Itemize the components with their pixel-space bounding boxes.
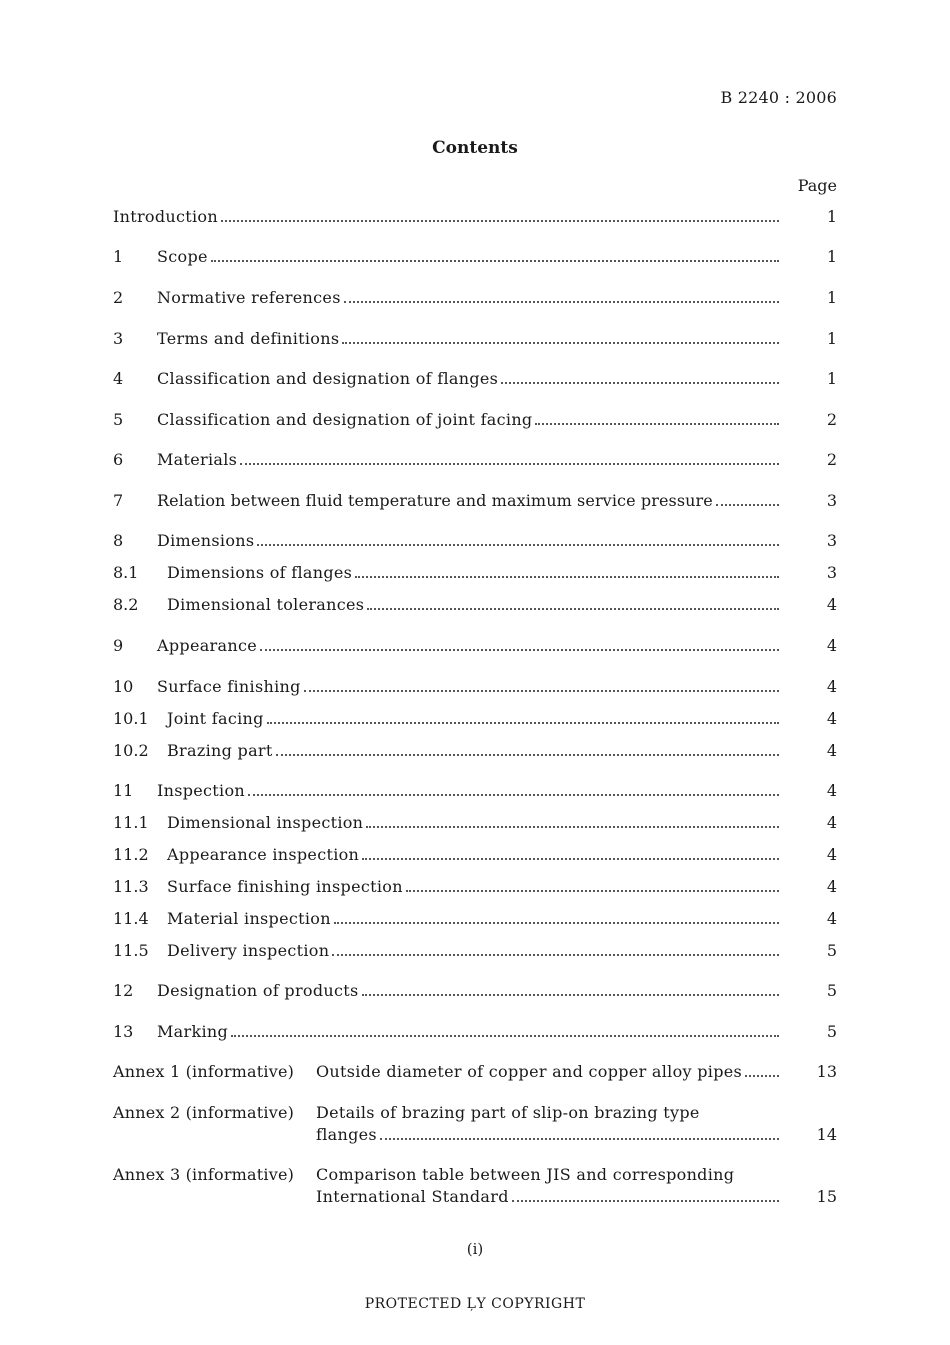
dot-leader	[342, 342, 779, 344]
toc-entry-page: 1	[826, 247, 837, 266]
annex-page: 14	[816, 1125, 837, 1144]
annex-label: Annex 2 (informative)	[113, 1103, 295, 1122]
toc-entry-number: 10.1	[113, 709, 149, 728]
toc-entry[interactable]	[113, 246, 837, 268]
toc-entry-text: Surface finishing inspection	[167, 877, 403, 896]
toc-entry-text: Relation between fluid temperature and maximum service pressure	[157, 491, 713, 510]
dot-leader	[304, 690, 779, 692]
toc-entry-number: 5	[113, 410, 124, 429]
toc-entry-page: 4	[826, 813, 837, 832]
toc-entry-text: Introduction	[113, 207, 218, 226]
toc-entry-number: 13	[113, 1022, 134, 1041]
dot-leader	[535, 423, 779, 425]
dot-leader	[257, 544, 779, 546]
toc-entry-text: Dimensions of flanges	[167, 563, 353, 582]
toc-entry-number: 1	[113, 247, 124, 266]
toc-subentry[interactable]	[113, 708, 837, 730]
toc-entry-page: 4	[826, 741, 837, 760]
page-column-header: Page	[797, 176, 837, 195]
toc-entry-page: 4	[826, 636, 837, 655]
toc-entry[interactable]	[113, 449, 837, 471]
toc-entry-number: 11	[113, 781, 134, 800]
dot-leader	[334, 922, 779, 924]
annex-page: 13	[816, 1062, 837, 1081]
toc-entry-page: 3	[826, 563, 837, 582]
annex-title-line1: Comparison table between JIS and corresponding	[316, 1165, 735, 1184]
toc-entry[interactable]	[113, 490, 837, 512]
toc-entry-page: 4	[826, 909, 837, 928]
toc-entry-number: 9	[113, 636, 124, 655]
toc-entry-text: Delivery inspection	[167, 941, 330, 960]
toc-entry[interactable]	[113, 409, 837, 431]
toc-entry-text: Brazing part	[167, 741, 273, 760]
toc-entry-page: 5	[826, 1022, 837, 1041]
toc-entry-text: Material inspection	[167, 909, 331, 928]
dot-leader	[745, 1075, 779, 1077]
toc-entry[interactable]	[113, 530, 837, 552]
toc-entry[interactable]	[113, 1021, 837, 1043]
toc-entry-text: Appearance	[157, 636, 257, 655]
annex-line	[316, 1186, 837, 1208]
dot-leader	[267, 722, 779, 724]
dot-leader	[380, 1138, 779, 1140]
toc-entry-text: Surface finishing	[157, 677, 301, 696]
toc-entry-text: Dimensional tolerances	[167, 595, 365, 614]
toc-entry-number: 8	[113, 531, 124, 550]
toc-entry-number: 11.2	[113, 845, 149, 864]
dot-leader	[366, 826, 779, 828]
toc-entry-page: 1	[826, 288, 837, 307]
toc-entry-number: 6	[113, 450, 124, 469]
toc-entry-number: 10	[113, 677, 134, 696]
dot-leader	[211, 260, 779, 262]
toc-entry-number: 12	[113, 981, 134, 1000]
toc-entry-number: 10.2	[113, 741, 149, 760]
toc-entry-text: Dimensional inspection	[167, 813, 364, 832]
toc-entry-page: 5	[826, 981, 837, 1000]
dot-leader	[260, 649, 779, 651]
dot-leader	[512, 1200, 779, 1202]
toc-entry-number: 2	[113, 288, 124, 307]
toc-entry-number: 3	[113, 329, 124, 348]
toc-entry[interactable]	[113, 328, 837, 350]
toc-entry-page: 3	[826, 491, 837, 510]
toc-subentry[interactable]	[113, 844, 837, 866]
toc-entry-number: 11.3	[113, 877, 149, 896]
toc-subentry[interactable]	[113, 594, 837, 616]
dot-leader	[501, 382, 779, 384]
toc-entry-text: Designation of products	[157, 981, 359, 1000]
toc-entry-number: 11.4	[113, 909, 149, 928]
annex-title: Outside diameter of copper and copper alloy pipes	[316, 1062, 743, 1081]
dot-leader	[276, 754, 779, 756]
toc-entry[interactable]	[113, 676, 837, 698]
toc-entry-page: 1	[826, 207, 837, 226]
toc-entry-text: Appearance inspection	[167, 845, 360, 864]
toc-entry-page: 1	[826, 329, 837, 348]
dot-leader	[367, 608, 779, 610]
toc-subentry[interactable]	[113, 876, 837, 898]
toc-entry-text: Classification and designation of joint facing	[157, 410, 533, 429]
toc-entry-text: Dimensions	[157, 531, 255, 550]
toc-entry[interactable]	[113, 635, 837, 657]
toc-entry-text: Normative references	[157, 288, 341, 307]
toc-entry-text: Joint facing	[167, 709, 264, 728]
annex-line	[316, 1061, 837, 1083]
toc-entry-page: 4	[826, 677, 837, 696]
annex-label: Annex 3 (informative)	[113, 1165, 295, 1184]
toc-entry-text: Terms and definitions	[157, 329, 340, 348]
toc-entry-number: 8.1	[113, 563, 139, 582]
annex-label: Annex 1 (informative)	[113, 1062, 295, 1081]
toc-annex-1[interactable]	[113, 1061, 837, 1083]
page-number: (i)	[466, 1240, 484, 1258]
toc-entry[interactable]	[113, 287, 837, 309]
toc-entry-page: 4	[826, 845, 837, 864]
dot-leader	[362, 858, 779, 860]
toc-subentry[interactable]	[113, 812, 837, 834]
copyright-notice: PROTECTED ĻY COPYRIGHT	[364, 1296, 586, 1312]
toc-entry-number: 11.5	[113, 941, 149, 960]
annex-page: 15	[816, 1187, 837, 1206]
dot-leader	[344, 301, 779, 303]
toc-entry-number: 4	[113, 369, 124, 388]
toc-subentry[interactable]	[113, 940, 837, 962]
annex-title-line2: flanges	[316, 1125, 377, 1144]
toc-entry[interactable]	[113, 368, 837, 390]
dot-leader	[231, 1035, 779, 1037]
toc-entry-text: Marking	[157, 1022, 229, 1041]
toc-annex-3[interactable]	[113, 1164, 837, 1208]
toc-entry-number: 8.2	[113, 595, 139, 614]
toc-subentry[interactable]	[113, 908, 837, 930]
dot-leader	[355, 576, 779, 578]
toc-entry-page: 3	[826, 531, 837, 550]
document-id: B 2240 : 2006	[720, 88, 837, 107]
toc-entry-page: 2	[826, 410, 837, 429]
dot-leader	[716, 504, 779, 506]
toc-entry-text: Inspection	[157, 781, 245, 800]
toc-entry-page: 5	[826, 941, 837, 960]
toc-subentry[interactable]	[113, 740, 837, 762]
dot-leader	[332, 954, 779, 956]
toc-entry-page: 4	[826, 595, 837, 614]
toc-entry[interactable]	[113, 780, 837, 802]
toc-entry-text: Scope	[157, 247, 208, 266]
toc-entry-number: 11.1	[113, 813, 149, 832]
toc-entry-page: 4	[826, 877, 837, 896]
dot-leader	[248, 794, 779, 796]
toc-entry-text: Classification and designation of flanges	[157, 369, 499, 388]
annex-title-line1: Details of brazing part of slip-on brazing type	[316, 1103, 700, 1122]
contents-title: Contents	[432, 138, 518, 158]
dot-leader	[221, 220, 779, 222]
toc-entry-page: 2	[826, 450, 837, 469]
toc-entry-page: 4	[826, 709, 837, 728]
dot-leader	[240, 463, 779, 465]
annex-line	[316, 1124, 837, 1146]
toc-annex-2[interactable]	[113, 1102, 837, 1146]
annex-title-line2: International Standard	[316, 1187, 509, 1206]
toc-subentry[interactable]	[113, 562, 837, 584]
toc-entry-introduction[interactable]	[113, 206, 837, 228]
toc-entry-page: 1	[826, 369, 837, 388]
dot-leader	[362, 994, 780, 996]
dot-leader	[406, 890, 779, 892]
toc-entry-text: Materials	[157, 450, 238, 469]
toc-entry[interactable]	[113, 980, 837, 1002]
toc-entry-page: 4	[826, 781, 837, 800]
toc-entry-number: 7	[113, 491, 124, 510]
